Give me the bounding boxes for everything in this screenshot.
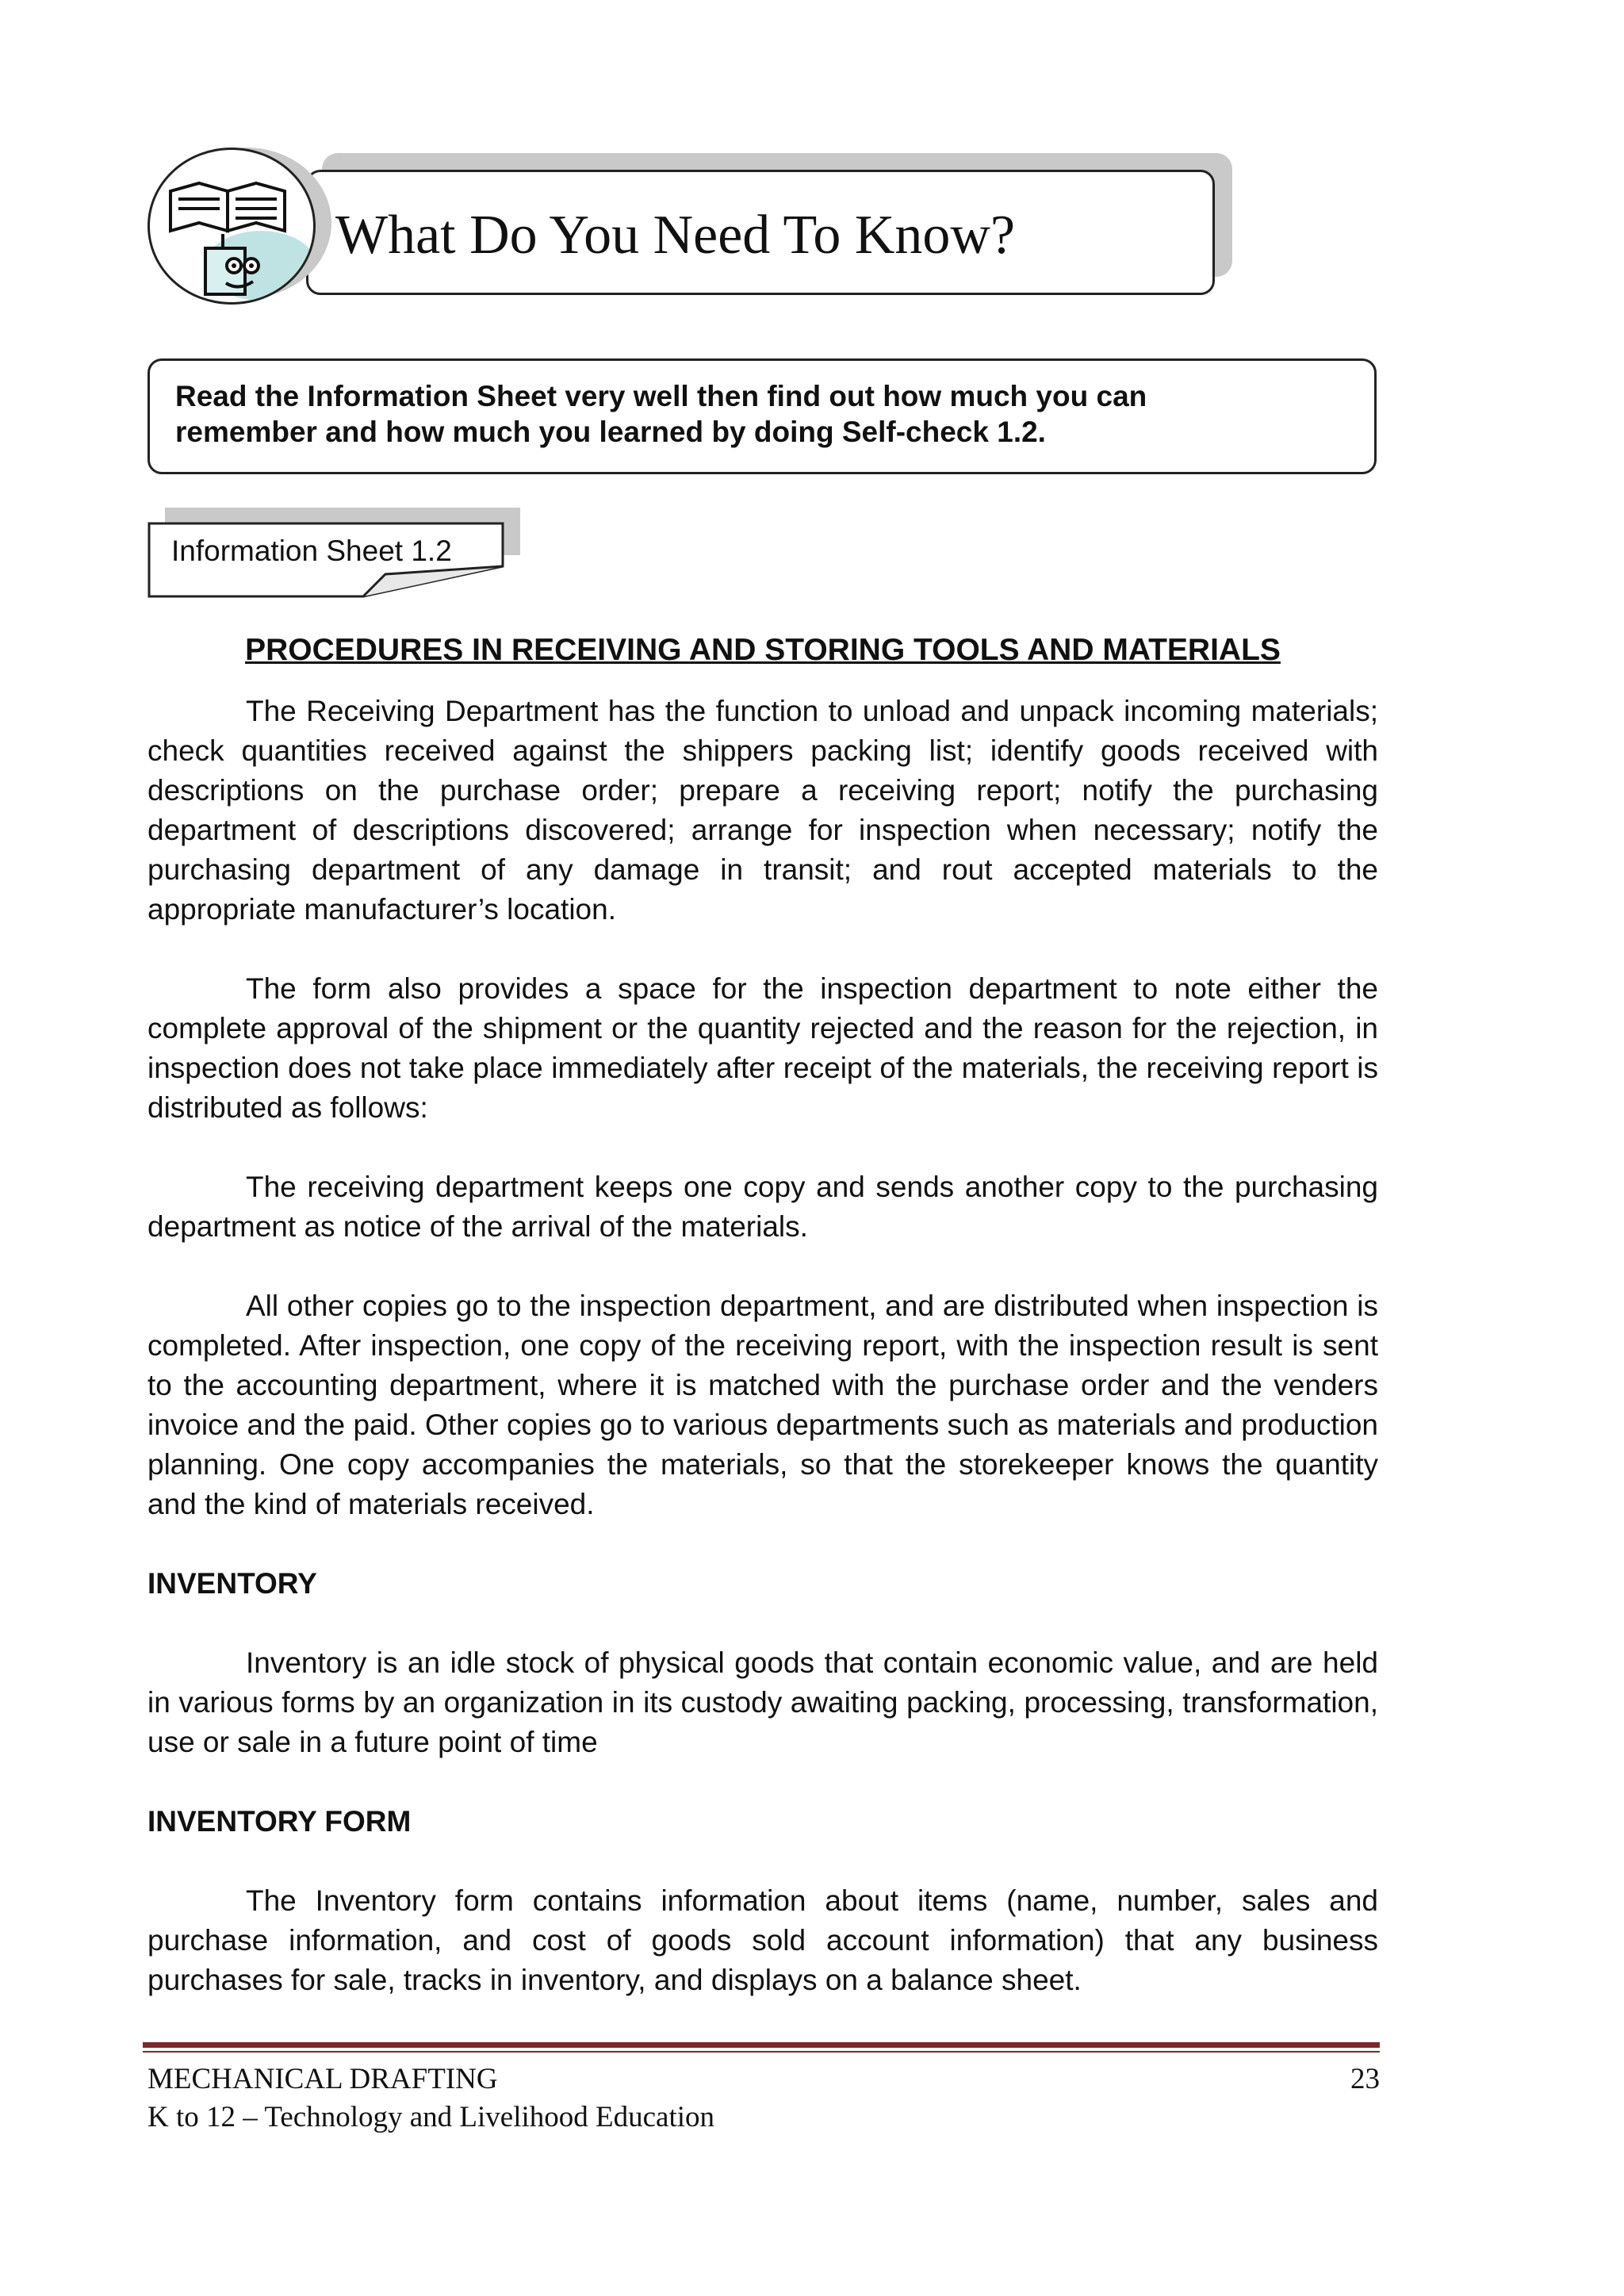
book-and-reader-icon: [147, 148, 316, 305]
instruction-line-2: remember and how much you learned by doing Self-check 1.2.: [175, 416, 1046, 448]
section-title: PROCEDURES IN RECEIVING AND STORING TOOLS AND MATERIALS: [245, 633, 1281, 667]
instruction-text: [175, 378, 1349, 450]
footer-rule: [143, 2042, 1380, 2048]
inventory-form-paragraph: The Inventory form contains information about items (name, number, sales and purchase information, and cost of goods sold account information) that any business purchases for sale, tracks in inventory, and displays on a balance sheet.: [147, 1884, 1378, 1996]
page-number: 23: [1350, 2063, 1380, 2095]
paragraph-copy-distribution: The receiving department keeps one copy and sends another copy to the purchasing department as notice of the arrival of the materials.: [147, 1171, 1378, 1243]
footer-left: [147, 2060, 714, 2137]
paragraph-receiving-department: The Receiving Department has the function to unload and unpack incoming materials; check quantities received against the shippers packing list; identify goods received with descriptions on the purchase order; prepare a receiving report; notify the purchasing department of descriptions discovered; arrange for inspection when necessary; notify the purchasing department of any damage in transit; and rout accepted materials to the appropriate manufacturer’s location.: [147, 695, 1378, 926]
header-title: What Do You Need To Know?: [335, 205, 1016, 266]
paragraph-form-provides: The form also provides a space for the inspection department to note either the complete approval of the shipment or the quantity rejected and the reason for the rejection, in inspection does not take place immediately after receipt of the materials, the receiving report is distributed as follows:: [147, 972, 1378, 1124]
document-body: [147, 627, 1378, 2000]
footer-program: K to 12 – Technology and Livelihood Education: [147, 2101, 715, 2133]
footer-rule-thin: [143, 2051, 1380, 2053]
inventory-heading: INVENTORY: [147, 1567, 317, 1600]
header-banner: [306, 170, 1215, 295]
inventory-paragraph: Inventory is an idle stock of physical goods that contain economic value, and are held in various forms by an organization in its custody awaiting packing, processing, transformation, use or sale in a future point of time: [147, 1646, 1378, 1758]
info-sheet-label: Information Sheet 1.2: [171, 535, 452, 567]
inventory-form-heading: INVENTORY FORM: [147, 1805, 412, 1838]
instruction-line-1: Read the Information Sheet very well then find out how much you can: [175, 380, 1147, 412]
instruction-box: [147, 358, 1377, 474]
paragraph-other-copies: All other copies go to the inspection department, and are distributed when inspection is completed. After inspection, one copy of the receiving report, with the inspection result is sent to the accounting department, where it is matched with the purchase order and the venders invoice and the paid. Other copies go to various departments such as materials and production planning. One copy accompanies the materials, so that the storekeeper knows the quantity and the kind of materials received.: [147, 1290, 1378, 1520]
info-sheet-tab: [147, 522, 504, 598]
footer-subject: MECHANICAL DRAFTING: [147, 2063, 498, 2095]
